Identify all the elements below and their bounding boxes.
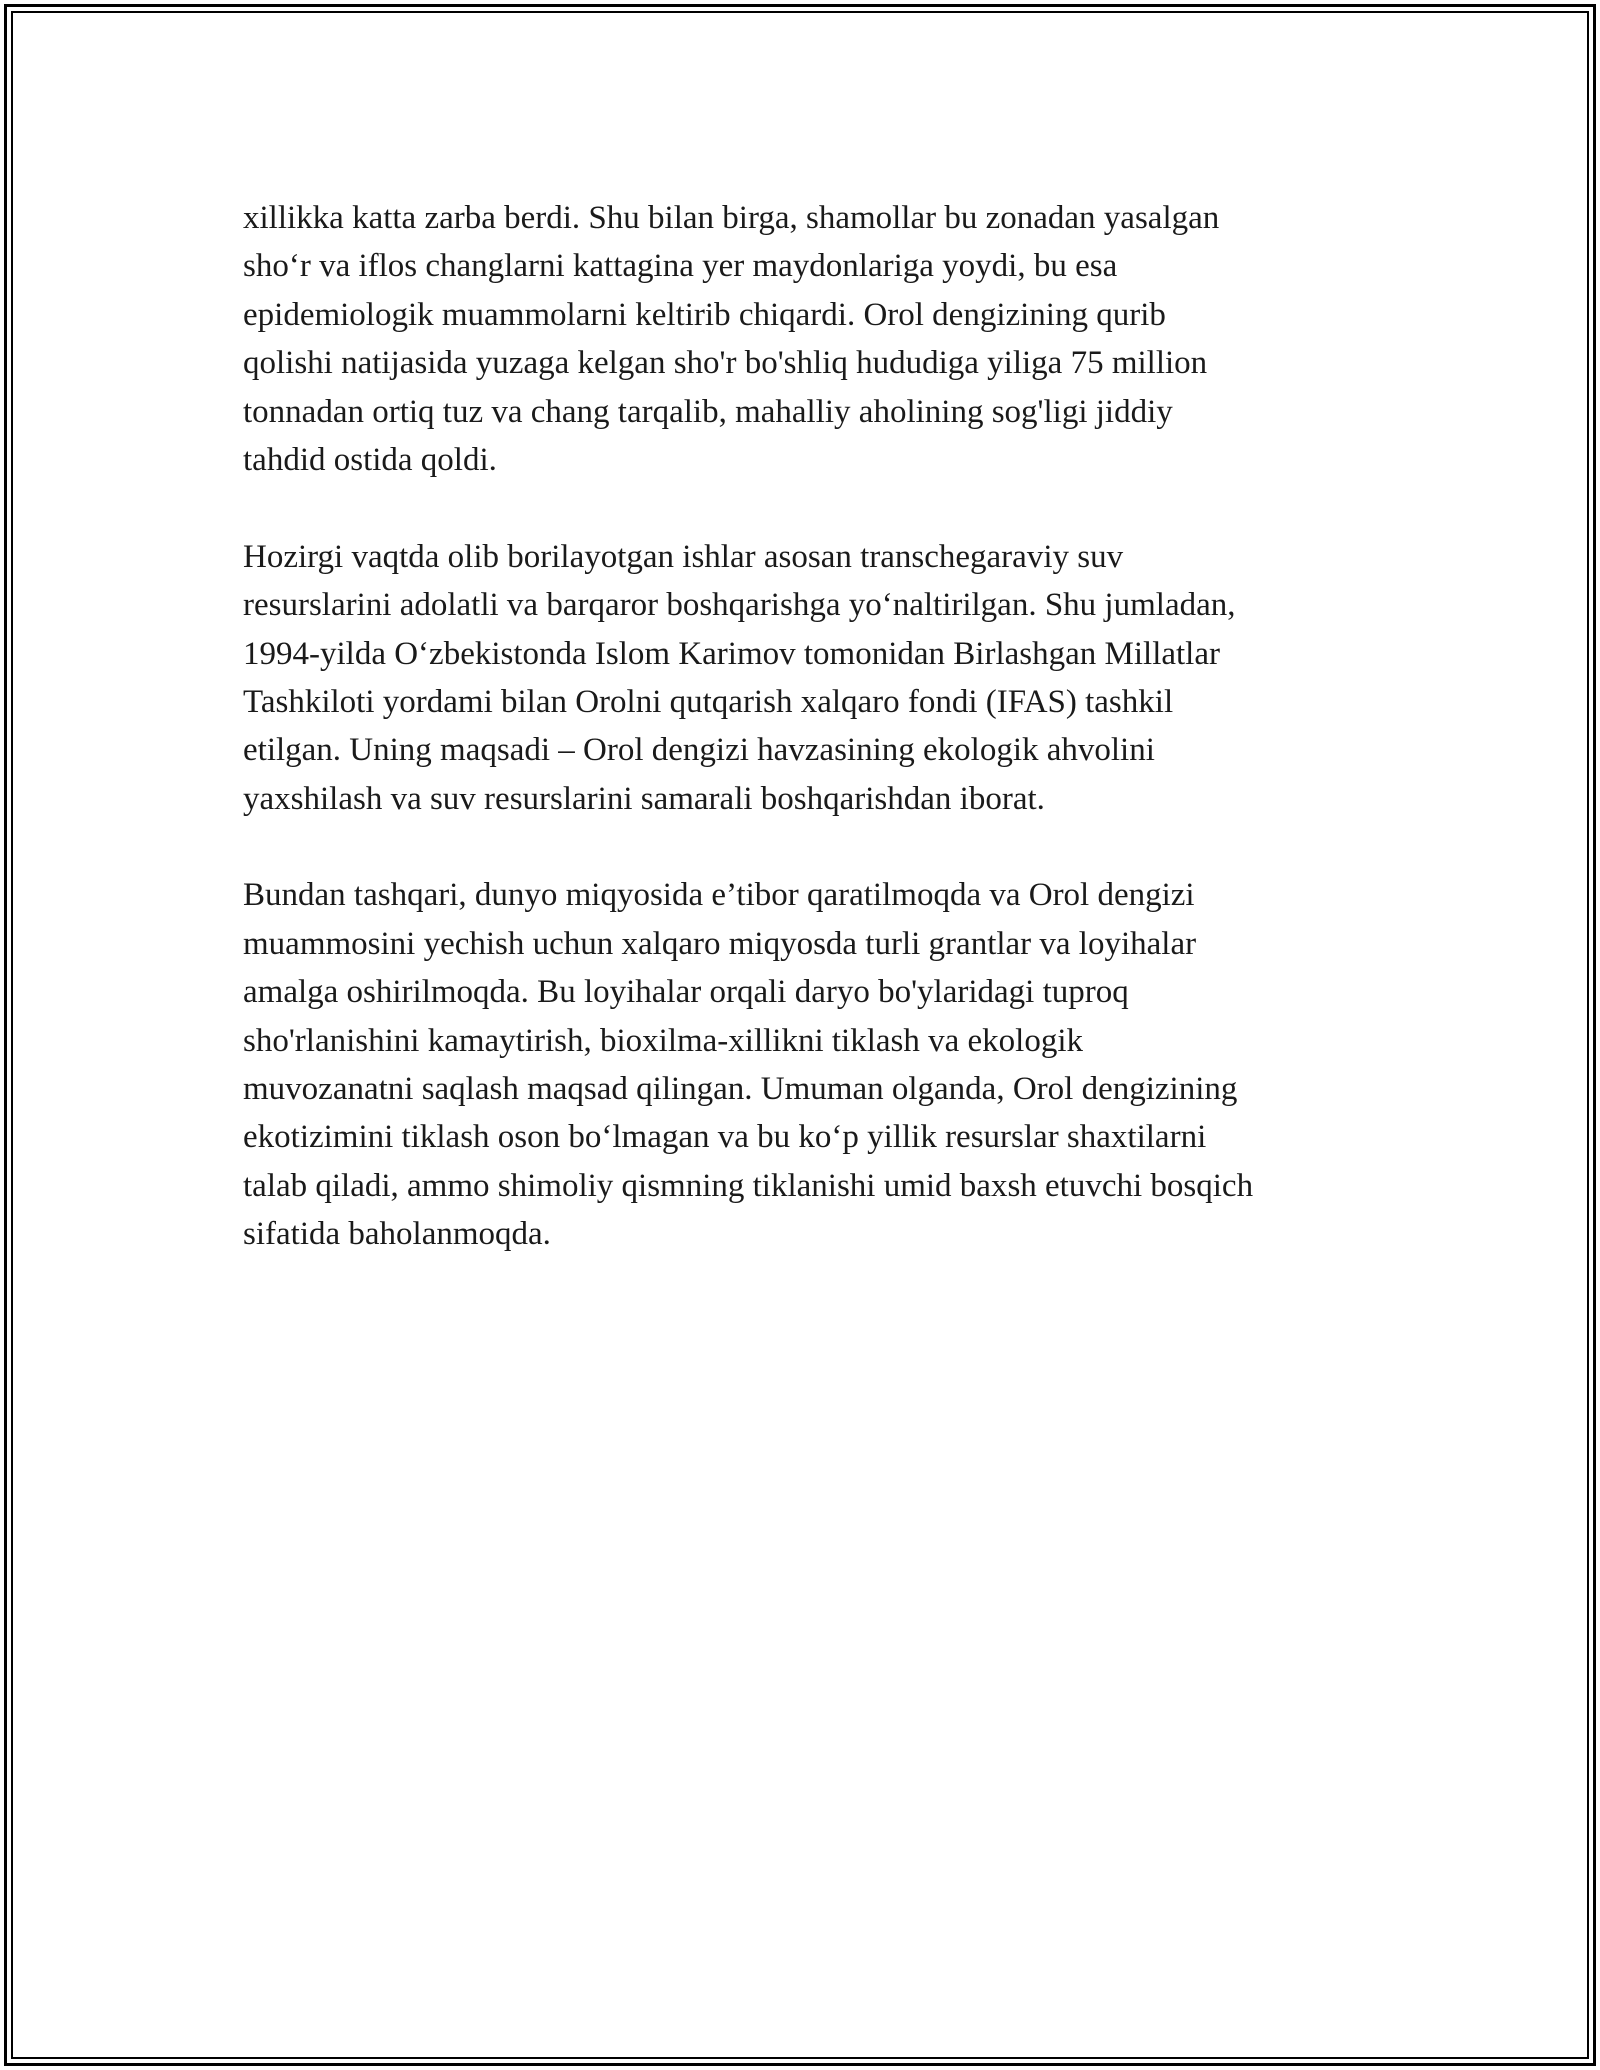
paragraph-line: epidemiologik muammolarni keltirib chiqardi. Orol dengizining qurib [243,296,1166,333]
paragraph-2 [243,533,1423,823]
paragraph-line: Bundan tashqari, dunyo miqyosida e’tibor qaratilmoqda va Orol dengizi [243,877,1195,914]
paragraph-line: Hozirgi vaqtda olib borilayotgan ishlar asosan transchegaraviy suv [243,538,1124,575]
paragraph-line: xillikka katta zarba berdi. Shu bilan birga, shamollar bu zonadan yasalgan [243,200,1220,236]
paragraph-line: sho‘r va iflos changlarni kattagina yer maydonlariga yoydi, bu esa [243,248,1118,285]
paragraph-line: ekotizimini tiklash oson bo‘lmagan va bu ko‘p yillik resurslar shaxtilarni [243,1119,1207,1156]
paragraph-line: etilgan. Uning maqsadi – Orol dengizi havzasining ekologik ahvolini [243,732,1155,769]
paragraph-3 [243,871,1423,1258]
paragraph-line: yaxshilash va suv resurslarini samarali boshqarishdan iborat. [243,780,1045,817]
paragraph-line: qolishi natijasida yuzaga kelgan sho'r bo'shliq hududiga yiliga 75 million [243,345,1208,382]
paragraph-line: Tashkiloti yordami bilan Orolni qutqarish xalqaro fondi (IFAS) tashkil [243,683,1174,720]
paragraph-line: sho'rlanishini kamaytirish, bioxilma-xillikni tiklash va ekologik [243,1022,1084,1059]
paragraph-line: tahdid ostida qoldi. [243,441,497,478]
paragraph-line: 1994-yilda O‘zbekistonda Islom Karimov tomonidan Birlashgan Millatlar [243,635,1220,672]
paragraph-1 [243,194,1423,484]
document-body [243,194,1423,1259]
paragraph-line: muammosini yechish uchun xalqaro miqyosda turli grantlar va loyihalar [243,925,1197,962]
page-frame [4,4,1596,2066]
paragraph-line: tonnadan ortiq tuz va chang tarqalib, mahalliy aholining sog'ligi jiddiy [243,393,1173,430]
paragraph-line: resurslarini adolatli va barqaror boshqarishga yo‘naltirilgan. Shu jumladan, [243,587,1236,624]
paragraph-line: sifatida baholanmoqda. [243,1216,551,1253]
paragraph-line: talab qiladi, ammo shimoliy qismning tiklanishi umid baxsh etuvchi bosqich [243,1167,1254,1204]
paragraph-line: muvozanatni saqlash maqsad qilingan. Umuman olganda, Orol dengizining [243,1071,1238,1108]
paragraph-line: amalga oshirilmoqda. Bu loyihalar orqali daryo bo'ylaridagi tuproq [243,974,1129,1011]
